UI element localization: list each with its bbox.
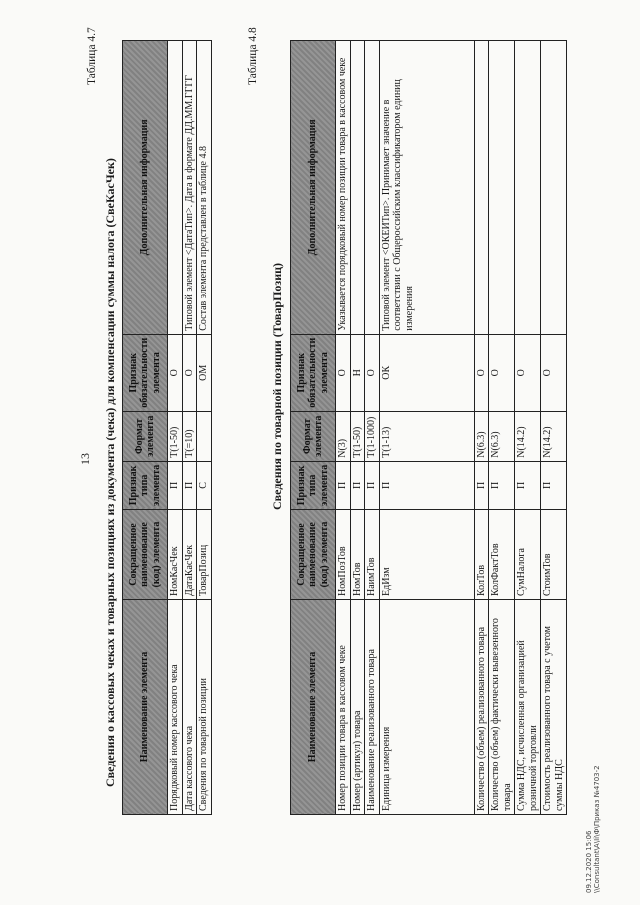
page-number: 13 (78, 453, 92, 465)
cell-format: Т(1-1000) (365, 411, 380, 461)
table-row (350, 41, 365, 815)
cell-name: Единица измерения (379, 600, 474, 815)
header-code: Сокращенное наименование (код) элемента (291, 510, 336, 600)
cell-required: О (168, 334, 183, 411)
cell-type: П (541, 461, 567, 509)
cell-format: Т(1-50) (168, 411, 183, 461)
table-4-7-title: Сведения о кассовых чеках и товарных позициях из документа (чека) для компенсации суммы налога (СвеКасЧек) (103, 158, 117, 787)
cell-format: Т(1-50) (350, 411, 365, 461)
table-row (168, 41, 183, 815)
cell-format: N(3) (336, 411, 351, 461)
cell-info (350, 41, 365, 335)
table-header-row (123, 41, 168, 815)
cell-type: П (489, 461, 515, 509)
cell-type: П (168, 461, 183, 509)
footer-date: 09.12.2020 15:06 (585, 830, 593, 893)
cell-code: НомТов (350, 510, 365, 600)
footer-stamp (585, 765, 602, 893)
cell-info (515, 41, 541, 335)
cell-name: Дата кассового чека (182, 600, 197, 815)
table-row (515, 41, 541, 815)
cell-code: КолТов (474, 510, 489, 600)
cell-name: Порядковый номер кассового чека (168, 600, 183, 815)
header-type: Признак типа элемента (123, 461, 168, 509)
cell-name: Сведения по товарной позиции (197, 600, 212, 815)
cell-required: О (474, 334, 489, 411)
cell-type: П (350, 461, 365, 509)
cell-info (474, 41, 489, 335)
cell-type: П (182, 461, 197, 509)
table-row (379, 41, 474, 815)
table-4-8-title: Сведения по товарной позиции (ТоварПозиц) (270, 262, 284, 510)
cell-required: ОК (379, 334, 474, 411)
table-4-7-caption: Таблица 4.7 (86, 27, 98, 85)
cell-format: N(14.2) (541, 411, 567, 461)
table-row (365, 41, 380, 815)
header-code: Сокращенное наименование (код) элемента (123, 510, 168, 600)
cell-format: T(=10) (182, 411, 197, 461)
cell-code: СтоимТов (541, 510, 567, 600)
header-required: Признак обязательности элемента (123, 334, 168, 411)
cell-code: ТоварПозиц (197, 510, 212, 600)
cell-required: Н (350, 334, 365, 411)
cell-code: СумНалога (515, 510, 541, 600)
cell-format: N(6.3) (489, 411, 515, 461)
cell-format: N(14.2) (515, 411, 541, 461)
table-row (474, 41, 489, 815)
cell-name: Номер (артикул) товара (350, 600, 365, 815)
cell-code: НомКасЧек (168, 510, 183, 600)
cell-code: НаимТов (365, 510, 380, 600)
cell-info: Состав элемента представлен в таблице 4.8 (197, 41, 212, 335)
header-name: Наименование элемента (123, 600, 168, 815)
header-required: Признак обязательности элемента (291, 334, 336, 411)
table-row (336, 41, 351, 815)
cell-code: ЕдИзм (379, 510, 474, 600)
header-type: Признак типа элемента (291, 461, 336, 509)
cell-info (541, 41, 567, 335)
cell-type: П (336, 461, 351, 509)
table-4-8 (290, 40, 567, 815)
header-name: Наименование элемента (291, 600, 336, 815)
cell-format: Т(1-13) (379, 411, 474, 461)
cell-required: О (541, 334, 567, 411)
footer-path: \\Consultant\A\Ii\Ф\Приказ №4703-2 (593, 765, 602, 893)
cell-code: КолФактТов (489, 510, 515, 600)
cell-format (197, 411, 212, 461)
header-info: Дополнительная информация (123, 41, 168, 335)
cell-type: П (474, 461, 489, 509)
table-4-7 (122, 40, 212, 815)
cell-required: О (365, 334, 380, 411)
cell-info (489, 41, 515, 335)
table-row (541, 41, 567, 815)
header-format: Формат элемента (291, 411, 336, 461)
cell-format: N(6.3) (474, 411, 489, 461)
table-4-8-caption: Таблица 4.8 (247, 27, 259, 85)
cell-name: Номер позиции товара в кассовом чеке (336, 600, 351, 815)
header-format: Формат элемента (123, 411, 168, 461)
cell-type: П (379, 461, 474, 509)
cell-type: П (515, 461, 541, 509)
cell-type: П (365, 461, 380, 509)
cell-info (168, 41, 183, 335)
table-row (489, 41, 515, 815)
cell-name: Количество (объем) фактически вывезенного товара (489, 600, 515, 815)
cell-type: С (197, 461, 212, 509)
cell-name: Наименование реализованного товара (365, 600, 380, 815)
cell-required: О (515, 334, 541, 411)
cell-name: Количество (объем) реализованного товара (474, 600, 489, 815)
cell-info: Типовой элемент <ДатаТип>. Дата в формате ДД.ММ.ГГГГ (182, 41, 197, 335)
header-info: Дополнительная информация (291, 41, 336, 335)
cell-required: О (182, 334, 197, 411)
table-row (182, 41, 197, 815)
table-header-row (291, 41, 336, 815)
cell-code: НомПозТов (336, 510, 351, 600)
cell-required: О (489, 334, 515, 411)
cell-info (365, 41, 380, 335)
cell-required: ОМ (197, 334, 212, 411)
cell-required: О (336, 334, 351, 411)
table-row (197, 41, 212, 815)
cell-name: Стоимость реализованного товара с учетом суммы НДС (541, 600, 567, 815)
cell-code: ДатаКасЧек (182, 510, 197, 600)
cell-name: Сумма НДС, исчисленная организацией розничной торговли (515, 600, 541, 815)
cell-info: Указывается порядковый номер позиции товара в кассовом чеке (336, 41, 351, 335)
cell-info: Типовой элемент <ОКЕИТип>. Принимает значение в соответствии с Общероссийским классификатором единиц измерения (379, 41, 474, 335)
